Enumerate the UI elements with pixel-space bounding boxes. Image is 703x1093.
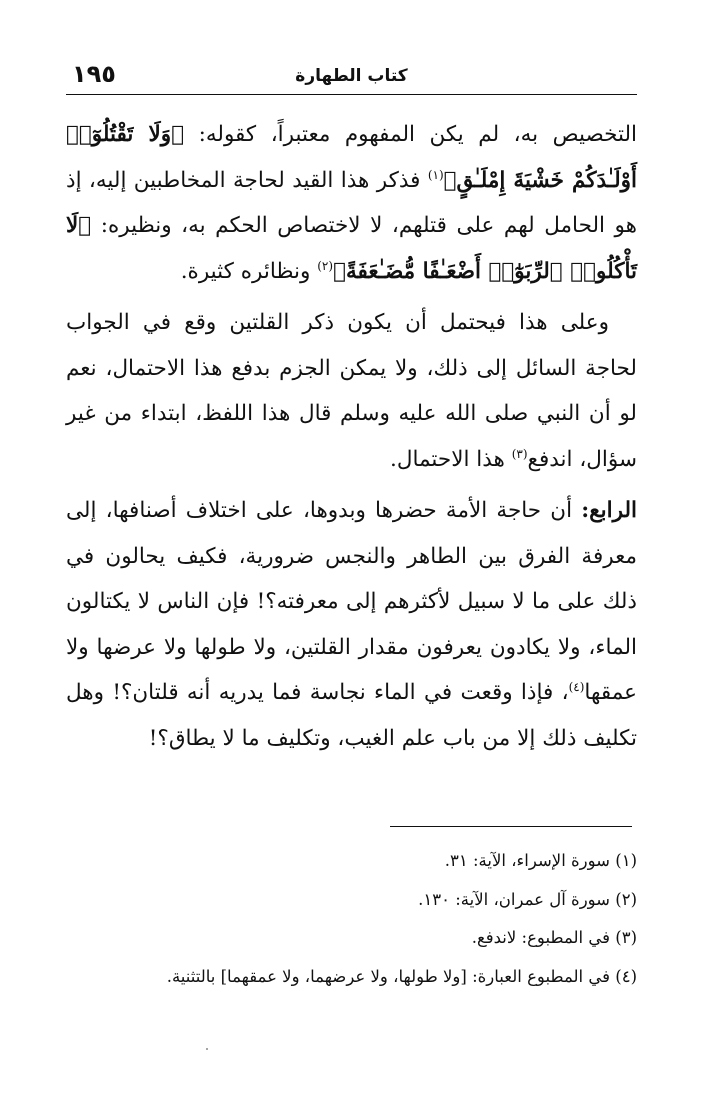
footnote-ref-3: (٣) xyxy=(511,446,528,461)
footnote-1: (١) سورة الإسراء، الآية: ٣١. xyxy=(444,851,637,870)
page-header xyxy=(66,58,637,95)
page-number: ١٩٥ xyxy=(72,60,116,88)
text-segment: ونظائره كثيرة. xyxy=(180,258,318,284)
main-text xyxy=(66,112,637,767)
footnote-2: (٢) سورة آل عمران، الآية: ١٣٠. xyxy=(418,889,637,909)
footnote-4: (٤) في المطبوع العبارة: [ولا طولها، ولا عرضهما، ولا عمقهما] بالتثنية. xyxy=(166,966,637,986)
text-segment: التخصيص به، لم يكن المفهوم معتبراً، كقوله: xyxy=(184,122,637,147)
quran-verse-1: ﴿وَلَا تَقْتُلُوٓا۟ أَوْلَـٰدَكُمْ خَشْيَةَ إِمْلَـٰقٍ﴾ xyxy=(66,122,637,193)
footnote-ref-2: (٢) xyxy=(317,258,334,273)
text-segment: ، فإذا وقعت في الماء نجاسة فما يدريه أنه قلتان؟! وهل تكليف ذلك إلا من باب علم الغيب، وتكليف ما لا يطاق؟! xyxy=(66,680,637,751)
footnote-separator xyxy=(390,826,632,827)
running-title: كتاب الطهارة xyxy=(295,66,408,86)
footnote-ref-4: (٤) xyxy=(568,679,585,694)
footnote-3: (٣) في المطبوع: لاندفع. xyxy=(471,928,637,947)
text-segment: فذكر هذا القيد لحاجة المخاطبين إليه، إذ هو الحامل لهم على قتلهم، لا لاختصاص الحكم به، ونظيره: xyxy=(66,167,637,238)
quran-verse-2: ﴿لَا تَأْكُلُوا۟ ٱلرِّبَوٰٓا۟ أَضْعَـٰفًا مُّضَـٰعَفَةً﴾ xyxy=(66,213,637,284)
paragraph-lead: الرابع: xyxy=(581,498,637,523)
text-segment: هذا الاحتمال. xyxy=(390,446,512,472)
paragraph-2 xyxy=(66,300,637,482)
paragraph-1 xyxy=(66,112,637,294)
footnotes xyxy=(66,842,637,996)
paragraph-3 xyxy=(66,488,637,761)
scan-speck xyxy=(206,1048,208,1050)
text-segment: أن حاجة الأمة حضرها وبدوها، على اختلاف أصنافها، إلى معرفة الفرق بين الطاهر والنجس ضرورية، فكيف يحالون في ذلك على ما لا سبيل لأكثرهم إلى معرفته؟! فإن الناس لا يكتالون الماء، ولا يكادون يعرفون مقدار القلتين، ولا طولها ولا عرضها ولا عمقها xyxy=(66,498,637,705)
footnote-ref-1: (١) xyxy=(427,167,444,182)
text-segment: وعلى هذا فيحتمل أن يكون ذكر القلتين وقع في الجواب لحاجة السائل إلى ذلك، ولا يمكن الجزم بدفع هذا الاحتمال، نعم لو أن النبي صلى الله عليه وسلم قال هذا اللفظ، ابتداء من غير سؤال، اندفع xyxy=(66,310,637,472)
